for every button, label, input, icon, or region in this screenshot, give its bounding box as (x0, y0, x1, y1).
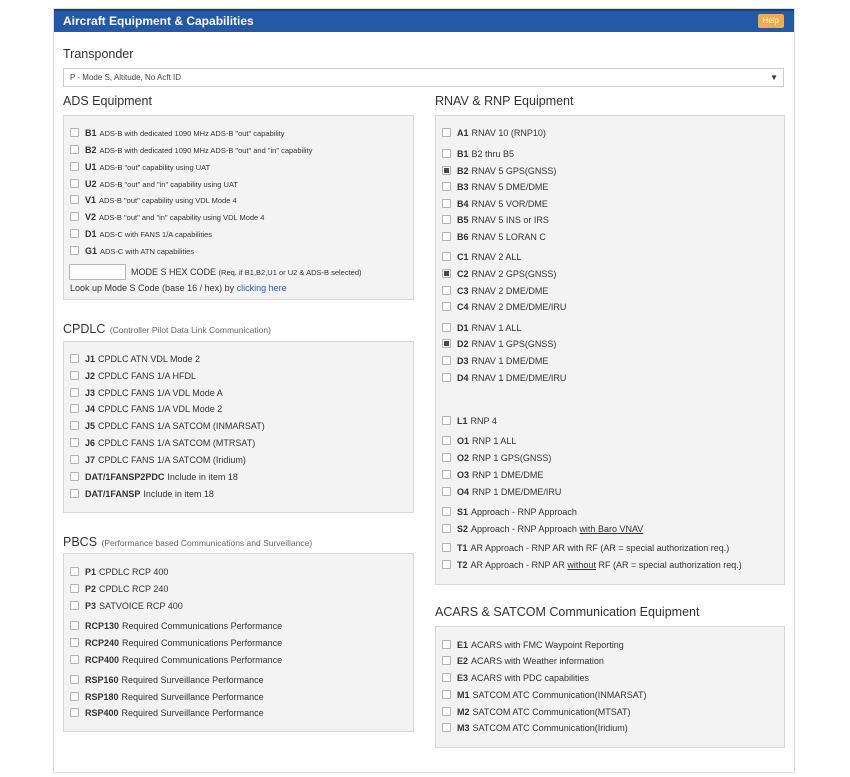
item-desc: ADS-C with FANS 1/A capabilities (99, 230, 213, 239)
item-desc: SATVOICE RCP 400 (99, 601, 183, 611)
checkbox[interactable] (70, 145, 79, 154)
lookup-link[interactable]: clicking here (236, 283, 287, 293)
item-code: RSP180 (85, 692, 119, 702)
rnav-item-d4[interactable] (442, 372, 566, 384)
rnav-item-d1[interactable] (442, 322, 521, 334)
item-desc: RNP 1 DME/DME/IRU (472, 487, 562, 497)
item-desc-underlined: without (567, 560, 596, 570)
item-code: V1 (85, 195, 97, 205)
item-desc: RNAV 5 GPS(GNSS) (471, 166, 557, 176)
cpdlc-item-j2[interactable] (70, 370, 196, 382)
item-desc: Required Surveillance Performance (121, 675, 264, 685)
pbcs-subtitle: (Performance based Communications and Surveillance) (101, 538, 313, 548)
checkbox[interactable] (70, 404, 79, 413)
item-code: D1 (85, 229, 97, 239)
item-code: C4 (457, 302, 469, 312)
checkbox[interactable] (442, 436, 451, 445)
item-code: B4 (457, 199, 469, 209)
panel-title: Aircraft Equipment & Capabilities (63, 14, 254, 28)
rnav-item-l1[interactable] (442, 415, 497, 427)
checkbox[interactable] (70, 621, 79, 630)
item-desc: ADS-B "out" capability using VDL Mode 4 (99, 196, 237, 205)
item-code: U2 (85, 179, 97, 189)
rnav-item-b1[interactable] (442, 148, 514, 160)
item-desc: Approach - RNP Approach (471, 524, 577, 534)
item-code: J2 (85, 371, 96, 381)
pbcs-item-rcp130[interactable] (70, 620, 282, 632)
checkbox[interactable] (442, 560, 451, 569)
cpdlc-title: CPDLC (63, 322, 106, 336)
checkbox[interactable] (442, 215, 451, 224)
checkbox[interactable] (70, 438, 79, 447)
acars-item-e3[interactable] (442, 672, 589, 684)
checkbox[interactable] (442, 507, 451, 516)
checkbox[interactable] (70, 638, 79, 647)
checkbox[interactable] (442, 232, 451, 241)
checkbox[interactable] (70, 675, 79, 684)
help-button[interactable]: Help (758, 14, 784, 28)
item-desc: RNAV 1 DME/DME (471, 356, 549, 366)
panel-header (54, 9, 794, 32)
item-desc: CPDLC FANS 1/A VDL Mode 2 (98, 404, 223, 414)
rnav-item-s1[interactable] (442, 506, 577, 518)
rnav-item-d2[interactable] (442, 338, 556, 350)
pbcs-item-rcp400[interactable] (70, 654, 282, 666)
item-desc: RNAV 1 ALL (471, 323, 522, 333)
checkbox[interactable] (70, 421, 79, 430)
ads-item-u1[interactable] (70, 161, 210, 173)
rnav-item-s2[interactable] (442, 523, 643, 535)
item-desc: Approach - RNP Approach (471, 507, 577, 517)
item-code: DAT/1FANSP2PDC (85, 472, 165, 482)
ads-item-u2[interactable] (70, 178, 238, 190)
ads-item-b1[interactable] (70, 127, 285, 139)
checkbox[interactable] (70, 472, 79, 481)
rnav-item-a1[interactable] (442, 127, 546, 139)
item-code: D1 (457, 323, 469, 333)
item-code: E2 (457, 656, 469, 666)
hex-label-row (131, 266, 362, 278)
item-desc: Required Communications Performance (122, 655, 283, 665)
item-code: B5 (457, 215, 469, 225)
checkbox[interactable] (442, 149, 451, 158)
caret-down-icon: ▼ (770, 73, 778, 82)
ads-item-v1[interactable] (70, 194, 237, 206)
checkbox[interactable] (70, 655, 79, 664)
checkbox[interactable] (70, 692, 79, 701)
item-desc: CPDLC ATN VDL Mode 2 (98, 354, 201, 364)
item-code: RCP130 (85, 621, 120, 631)
cpdlc-item-dat1fansp2pdc[interactable] (70, 471, 238, 483)
rnav-item-o2[interactable] (442, 452, 551, 464)
item-code: P1 (85, 567, 97, 577)
item-desc: Include in item 18 (143, 489, 214, 499)
checkbox[interactable] (70, 354, 79, 363)
item-desc: ACARS with Weather information (471, 656, 604, 666)
item-code: T1 (457, 543, 468, 553)
item-code: B3 (457, 182, 469, 192)
item-code: J3 (85, 388, 96, 398)
rnav-item-b3[interactable] (442, 181, 548, 193)
item-code: G1 (85, 246, 98, 256)
pbcs-item-p1[interactable] (70, 566, 168, 578)
rnav-item-t2[interactable] (442, 559, 742, 571)
item-desc: RNP 4 (470, 416, 497, 426)
item-code: M3 (457, 723, 470, 733)
item-code: B2 (85, 145, 97, 155)
item-code: S2 (457, 524, 469, 534)
pbcs-heading (63, 533, 312, 551)
cpdlc-item-j5[interactable] (70, 420, 265, 432)
item-desc: SATCOM ATC Communication(MTSAT) (472, 707, 631, 717)
checkbox[interactable] (442, 673, 451, 682)
checkbox[interactable] (442, 128, 451, 137)
item-desc: AR Approach - RNP AR with RF (AR = special authorization req.) (470, 543, 730, 553)
checkbox[interactable] (442, 252, 451, 261)
item-desc: RNAV 5 DME/DME (471, 182, 549, 192)
item-desc: RNAV 10 (RNP10) (471, 128, 546, 138)
item-code: D2 (457, 339, 469, 349)
pbcs-item-rsp400[interactable] (70, 707, 264, 719)
item-code: D3 (457, 356, 469, 366)
rnav-item-t1[interactable] (442, 542, 729, 554)
item-desc: CPDLC FANS 1/A HFDL (98, 371, 197, 381)
acars-item-e1[interactable] (442, 639, 624, 651)
item-desc: Include in item 18 (167, 472, 238, 482)
lookup-row (70, 282, 287, 294)
item-code: E1 (457, 640, 469, 650)
hex-label: MODE S HEX CODE (131, 267, 217, 277)
item-code: L1 (457, 416, 468, 426)
item-desc: CPDLC FANS 1/A VDL Mode A (98, 388, 223, 398)
item-code: E3 (457, 673, 469, 683)
item-code: P3 (85, 601, 97, 611)
item-desc: Required Surveillance Performance (121, 692, 264, 702)
item-code: P2 (85, 584, 97, 594)
acars-item-m2[interactable] (442, 706, 631, 718)
checkbox[interactable] (442, 286, 451, 295)
checkbox[interactable] (442, 166, 451, 175)
item-code: B1 (457, 149, 469, 159)
ads-item-v2[interactable] (70, 211, 264, 223)
item-desc: CPDLC FANS 1/A SATCOM (Iridium) (98, 455, 246, 465)
item-desc: ADS-B "out" and "in" capability using UAT (99, 180, 239, 189)
item-desc: RNAV 2 DME/DME/IRU (471, 302, 567, 312)
item-desc: ADS-B with dedicated 1090 MHz ADS-B "out" and "in" capability (99, 146, 313, 155)
pbcs-item-rcp240[interactable] (70, 637, 282, 649)
checkbox[interactable] (70, 601, 79, 610)
checkbox[interactable] (70, 212, 79, 221)
pbcs-item-rsp180[interactable] (70, 691, 264, 703)
checkbox[interactable] (442, 373, 451, 382)
item-code: T2 (457, 560, 468, 570)
cpdlc-subtitle: (Controller Pilot Data Link Communication) (109, 325, 271, 335)
item-code: B1 (85, 128, 97, 138)
checkbox[interactable] (442, 707, 451, 716)
item-desc: Required Communications Performance (122, 638, 283, 648)
item-code: C1 (457, 252, 469, 262)
item-code: D4 (457, 373, 469, 383)
item-code: J5 (85, 421, 96, 431)
checkbox[interactable] (442, 470, 451, 479)
item-code: A1 (457, 128, 469, 138)
checkbox[interactable] (442, 453, 451, 462)
rnav-item-b5[interactable] (442, 214, 549, 226)
rnav-item-b2[interactable] (442, 165, 556, 177)
item-code: C3 (457, 286, 469, 296)
item-code: O1 (457, 436, 470, 446)
rnav-item-c3[interactable] (442, 285, 548, 297)
item-desc: RNP 1 ALL (472, 436, 517, 446)
checkbox[interactable] (70, 584, 79, 593)
rnav-title: RNAV & RNP Equipment (435, 94, 574, 108)
transponder-value: P - Mode S, Altitude, No Acft ID (70, 73, 182, 82)
item-code: O4 (457, 487, 470, 497)
ads-item-g1[interactable] (70, 245, 194, 257)
checkbox[interactable] (70, 246, 79, 255)
item-code: J7 (85, 455, 96, 465)
rnav-item-b4[interactable] (442, 198, 548, 210)
checkbox[interactable] (70, 388, 79, 397)
checkbox[interactable] (442, 323, 451, 332)
item-code: DAT/1FANSP (85, 489, 141, 499)
checkbox[interactable] (442, 269, 451, 278)
rnav-item-d3[interactable] (442, 355, 548, 367)
item-desc-after: RF (AR = special authorization req.) (598, 560, 742, 570)
item-desc: Required Surveillance Performance (121, 708, 264, 718)
rnav-item-c2[interactable] (442, 268, 556, 280)
rnav-item-o1[interactable] (442, 435, 516, 447)
ads-item-d1[interactable] (70, 228, 212, 240)
cpdlc-item-j7[interactable] (70, 454, 246, 466)
checkbox[interactable] (442, 199, 451, 208)
item-code: RSP400 (85, 708, 119, 718)
item-desc: SATCOM ATC Communication(Iridium) (472, 723, 628, 733)
checkbox[interactable] (442, 543, 451, 552)
cpdlc-heading (63, 320, 271, 338)
item-code: J6 (85, 438, 96, 448)
lookup-text: Look up Mode S Code (base 16 / hex) by (70, 283, 235, 293)
item-desc: RNAV 5 LORAN C (471, 232, 546, 242)
pbcs-title: PBCS (63, 535, 98, 549)
ads-title: ADS Equipment (63, 94, 152, 108)
transponder-select[interactable] (63, 68, 784, 87)
checkbox[interactable] (70, 128, 79, 137)
checkbox[interactable] (442, 524, 451, 533)
acars-title: ACARS & SATCOM Communication Equipment (435, 605, 700, 619)
rnav-item-c1[interactable] (442, 251, 521, 263)
cpdlc-item-j4[interactable] (70, 403, 222, 415)
checkbox[interactable] (442, 182, 451, 191)
checkbox[interactable] (442, 416, 451, 425)
item-desc: RNAV 5 INS or IRS (471, 215, 549, 225)
checkbox[interactable] (70, 567, 79, 576)
item-desc: CPDLC FANS 1/A SATCOM (MTRSAT) (98, 438, 256, 448)
item-code: J1 (85, 354, 96, 364)
pbcs-item-rsp160[interactable] (70, 674, 264, 686)
cpdlc-item-j1[interactable] (70, 353, 200, 365)
item-desc: B2 thru B5 (471, 149, 515, 159)
pbcs-item-p3[interactable] (70, 600, 183, 612)
item-desc: CPDLC RCP 400 (99, 567, 169, 577)
checkbox[interactable] (442, 302, 451, 311)
item-code: J4 (85, 404, 96, 414)
item-desc: SATCOM ATC Communication(INMARSAT) (472, 690, 647, 700)
cpdlc-item-j3[interactable] (70, 387, 223, 399)
rnav-item-o3[interactable] (442, 469, 543, 481)
checkbox[interactable] (442, 339, 451, 348)
item-desc: ACARS with FMC Waypoint Reporting (471, 640, 624, 650)
item-desc: RNAV 2 GPS(GNSS) (471, 269, 557, 279)
checkbox[interactable] (442, 356, 451, 365)
checkbox[interactable] (70, 489, 79, 498)
item-code: O2 (457, 453, 470, 463)
item-desc: RNAV 1 DME/DME/IRU (471, 373, 567, 383)
item-code: RSP160 (85, 675, 119, 685)
item-code: M1 (457, 690, 470, 700)
item-code: U1 (85, 162, 97, 172)
checkbox[interactable] (70, 455, 79, 464)
acars-item-e2[interactable] (442, 655, 604, 667)
item-code: RCP400 (85, 655, 120, 665)
item-desc: ACARS with PDC capabilities (471, 673, 590, 683)
checkbox[interactable] (70, 229, 79, 238)
item-desc: CPDLC FANS 1/A SATCOM (INMARSAT) (98, 421, 265, 431)
item-code: B6 (457, 232, 469, 242)
cpdlc-item-dat1fansp[interactable] (70, 488, 214, 500)
rnav-item-o4[interactable] (442, 486, 561, 498)
transponder-label: Transponder (63, 47, 134, 61)
item-desc: RNP 1 GPS(GNSS) (472, 453, 552, 463)
acars-item-m3[interactable] (442, 722, 628, 734)
acars-item-m1[interactable] (442, 689, 647, 701)
item-desc: AR Approach - RNP AR (470, 560, 565, 570)
rnav-item-b6[interactable] (442, 231, 546, 243)
checkbox[interactable] (70, 162, 79, 171)
checkbox[interactable] (442, 487, 451, 496)
item-desc: Required Communications Performance (122, 621, 283, 631)
item-desc: CPDLC RCP 240 (99, 584, 169, 594)
item-code: S1 (457, 507, 469, 517)
item-desc: ADS-B with dedicated 1090 MHz ADS-B "out" capability (99, 129, 285, 138)
checkbox[interactable] (70, 179, 79, 188)
checkbox[interactable] (70, 195, 79, 204)
checkbox[interactable] (70, 371, 79, 380)
item-desc: RNAV 2 DME/DME (471, 286, 549, 296)
cpdlc-item-j6[interactable] (70, 437, 255, 449)
rnav-item-c4[interactable] (442, 301, 566, 313)
item-code: C2 (457, 269, 469, 279)
item-desc-underlined: with Baro VNAV (579, 524, 644, 534)
item-code: RCP240 (85, 638, 120, 648)
checkbox[interactable] (442, 640, 451, 649)
item-desc: RNAV 1 GPS(GNSS) (471, 339, 557, 349)
hex-note: (Req. if B1,B2,U1 or U2 & ADS-B selected) (218, 268, 362, 277)
item-code: O3 (457, 470, 470, 480)
item-desc: RNAV 5 VOR/DME (471, 199, 548, 209)
item-code: V2 (85, 212, 97, 222)
item-desc: ADS-B "out" capability using UAT (99, 163, 211, 172)
pbcs-item-p2[interactable] (70, 583, 168, 595)
item-desc: RNAV 2 ALL (471, 252, 522, 262)
item-code: B2 (457, 166, 469, 176)
item-desc: ADS-C with ATN capabilities (100, 247, 195, 256)
item-desc: ADS-B "out" and "in" capability using VDL Mode 4 (99, 213, 265, 222)
ads-item-b2[interactable] (70, 144, 312, 156)
checkbox[interactable] (442, 656, 451, 665)
checkbox[interactable] (442, 723, 451, 732)
item-desc: RNP 1 DME/DME (472, 470, 544, 480)
checkbox[interactable] (442, 690, 451, 699)
checkbox[interactable] (70, 708, 79, 717)
item-code: M2 (457, 707, 470, 717)
mode-s-hex-input[interactable] (69, 264, 126, 280)
